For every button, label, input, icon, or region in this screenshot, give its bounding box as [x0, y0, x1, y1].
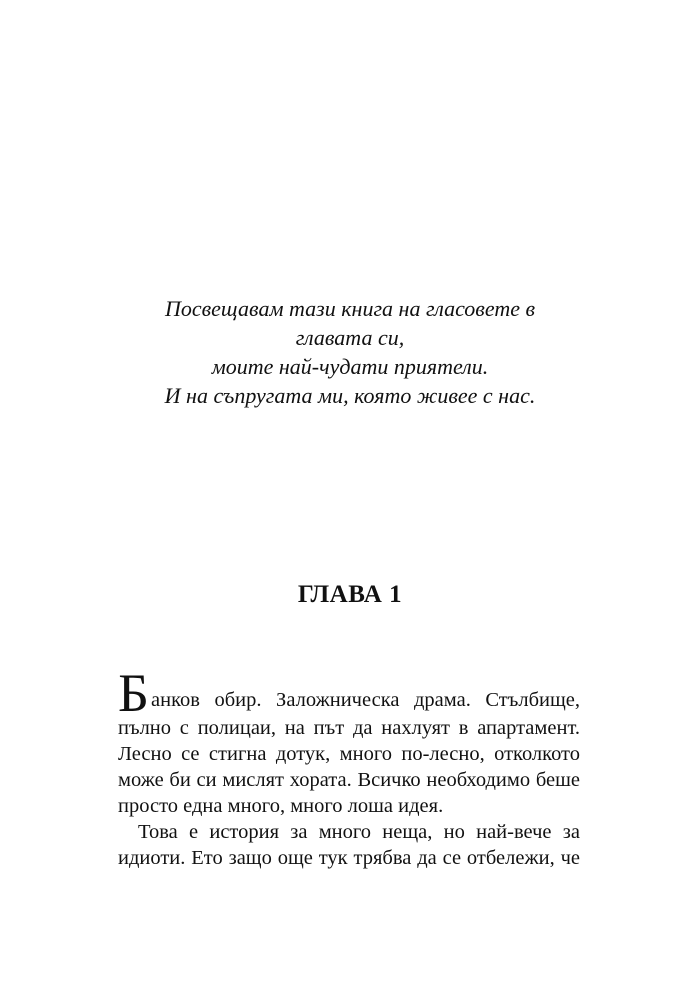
- dedication: [120, 294, 580, 410]
- paragraph: [118, 819, 580, 871]
- paragraph-line: пълно с полицаи, на път да нахлуят в апартамент.: [118, 717, 580, 739]
- paragraph-line: просто една много, много лоша идея.: [118, 795, 444, 817]
- dedication-line: И на съпругата ми, която живее с нас.: [164, 383, 536, 408]
- dedication-line: Посвещавам тази книга на гласовете в: [164, 296, 536, 321]
- paragraph-line: анков обир. Заложническа драма. Стълбище,: [151, 689, 580, 711]
- paragraph-line: може би си мислят хората. Всичко необходимо беше: [118, 769, 580, 791]
- paragraph-line: Лесно се стигна дотук, много по-лесно, отколкото: [118, 743, 580, 765]
- chapter-title: ГЛАВА 1: [297, 581, 403, 608]
- paragraph-line: Това е история за много неща, но най-вече за: [138, 821, 580, 843]
- drop-cap: Б: [118, 663, 150, 723]
- dedication-line: главата си,: [295, 325, 405, 350]
- paragraph-line: идиоти. Ето защо още тук трябва да се отбележи, че: [118, 847, 580, 869]
- first-line-row: [118, 663, 580, 723]
- chapter-body: [118, 665, 580, 871]
- dedication-line: моите най-чудати приятели.: [211, 354, 489, 379]
- paragraph: [118, 665, 580, 819]
